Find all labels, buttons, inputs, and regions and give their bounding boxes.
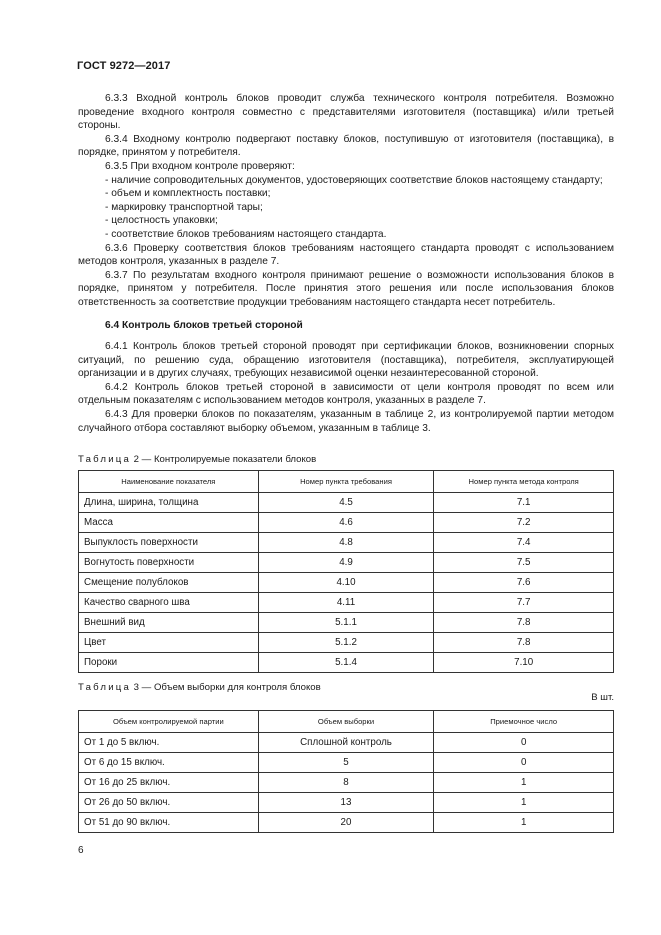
column-header: Объем выборки [258,711,434,733]
table-cell: 4.11 [258,593,434,613]
column-header: Объем контролируемой партии [79,711,259,733]
table-cell: 5.1.2 [258,633,434,653]
body-text [78,92,614,435]
table-cell: Сплошной контроль [258,733,434,753]
table-row [79,533,614,553]
section-heading: 6.4 Контроль блоков третьей стороной [105,319,303,331]
column-header: Номер пункта метода контроля [434,471,614,493]
table-2 [78,470,614,673]
table-cell: Вогнутость поверхности [79,553,259,573]
table-cell: 7.7 [434,593,614,613]
table-cell: Смещение полублоков [79,573,259,593]
table-cell: Масса [79,513,259,533]
paragraph-6-4-1: 6.4.1 Контроль блоков третьей стороной проводят при сертификации блоков, возникновении спорных ситуаций, по решению суда, обращению изготовителя (поставщика), потребителя, эксплуатирующей организации и в других случаях, требующих независимой оценки незаинтересованной стороной. [78,341,614,380]
paragraph-6-3-6: 6.3.6 Проверку соответствия блоков требованиям настоящего стандарта проводят с использованием методов контроля, указанных в разделе 7. [78,242,614,268]
table-cell: 7.5 [434,553,614,573]
table-row [79,793,614,813]
table-row [79,493,614,513]
table-cell: Качество сварного шва [79,593,259,613]
table-cell: 13 [258,793,434,813]
paragraph-6-3-3: 6.3.3 Входной контроль блоков проводит служба технического контроля потребителя. Возможно проведение входного контроля совместно с представителями изготовителя (поставщика) и/или третьей стороны. [78,93,614,132]
table-cell: 5 [258,753,434,773]
document-code: ГОСТ 9272—2017 [77,60,171,72]
table-cell: Цвет [79,633,259,653]
list-item: - наличие сопроводительных документов, удостоверяющих соответствие блоков настоящему стандарту; [105,174,603,186]
table-cell: 4.9 [258,553,434,573]
table-cell: 7.6 [434,573,614,593]
table-row [79,753,614,773]
table-cell: 0 [434,753,614,773]
list-item: - объем и комплектность поставки; [105,188,271,200]
table-cell: От 1 до 5 включ. [79,733,259,753]
table-cell: Выпуклость поверхности [79,533,259,553]
table-2-caption: Таблица 2 — Контролируемые показатели блоков [78,454,317,465]
list-item: - целостность упаковки; [105,215,218,227]
table-cell: 7.8 [434,613,614,633]
table-row [79,633,614,653]
paragraph-6-3-4: 6.3.4 Входному контролю подвергают поставку блоков, поступившую от изготовителя (поставщика), в порядке, принятом у потребителя. [78,133,614,159]
paragraph-6-3-7: 6.3.7 По результатам входного контроля принимают решение о возможности использования блоков в порядке, принятом у потребителя. После принятия этого решения или после использования блоков ответственность за соответствие продукции требованиям настоящего стандарта несет потребитель. [78,269,614,308]
column-header: Наименование показателя [79,471,259,493]
unit-label: В шт. [591,692,614,703]
table-row [79,773,614,793]
table-cell: Внешний вид [79,613,259,633]
table-3-caption: Таблица 3 — Объем выборки для контроля блоков [78,682,321,693]
table-cell: От 6 до 15 включ. [79,753,259,773]
paragraph-6-3-5: 6.3.5 При входном контроле проверяют: [105,160,295,172]
table-cell: 7.8 [434,633,614,653]
table-cell: От 16 до 25 включ. [79,773,259,793]
table-cell: 5.1.4 [258,653,434,673]
table-cell: 7.2 [434,513,614,533]
list-item: - соответствие блоков требованиям настоящего стандарта. [105,228,387,240]
table-cell: Пороки [79,653,259,673]
table-cell: 4.10 [258,573,434,593]
table-row [79,813,614,833]
page-number: 6 [78,845,84,856]
table-cell: 1 [434,813,614,833]
table-cell: Длина, ширина, толщина [79,493,259,513]
table-cell: 4.8 [258,533,434,553]
list-item: - маркировку транспортной тары; [105,201,263,213]
table-3 [78,710,614,833]
table-row [79,653,614,673]
table-row [79,553,614,573]
paragraph-6-4-3: 6.4.3 Для проверки блоков по показателям, указанным в таблице 2, из контролируемой партии методом случайного отбора составляют выборку объемом, указанным в таблице 3. [78,409,614,434]
table-row [79,573,614,593]
table-cell: 4.6 [258,513,434,533]
table-row [79,593,614,613]
paragraph-6-4-2: 6.4.2 Контроль блоков третьей стороной в зависимости от цели контроля проводят по всем или отдельным показателям с использованием методов контроля, указанных в разделе 7. [78,381,614,407]
table-cell: 4.5 [258,493,434,513]
table-cell: 1 [434,793,614,813]
table-cell: 0 [434,733,614,753]
table-cell: 7.10 [434,653,614,673]
table-cell: 1 [434,773,614,793]
table-cell: 8 [258,773,434,793]
table-cell: От 26 до 50 включ. [79,793,259,813]
column-header: Приемочное число [434,711,614,733]
table-cell: От 51 до 90 включ. [79,813,259,833]
table-cell: 7.4 [434,533,614,553]
table-cell: 7.1 [434,493,614,513]
table-cell: 20 [258,813,434,833]
table-header-row [79,711,614,733]
table-row [79,613,614,633]
table-row [79,733,614,753]
column-header: Номер пункта требования [258,471,434,493]
table-row [79,513,614,533]
table-cell: 5.1.1 [258,613,434,633]
table-header-row [79,471,614,493]
